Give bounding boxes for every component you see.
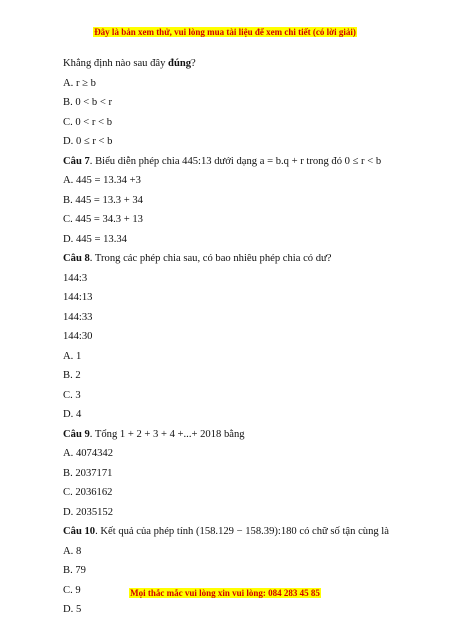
q7-option-b: B. 445 = 13.3 + 34 [63,194,143,206]
q10-label: Câu 10 [63,526,96,537]
q10-option-a: A. 8 [63,545,82,557]
q7-option-c: C. 445 = 34.3 + 13 [63,214,143,225]
q8-item-3: 144:33 [63,311,93,323]
q10-option-c: C. 9 [63,584,81,596]
q6-stem-text: Khẳng định nào sau đây [63,58,169,69]
q8-option-c: C. 3 [63,389,81,401]
preview-banner [0,26,450,38]
q9-label: Câu 9 [63,428,90,440]
q9-stem [63,429,403,441]
q6-stem-bold: đúng [168,58,192,69]
q6-stem-end: ? [191,58,196,69]
q10-stem [63,526,403,538]
q8-option-b: B. 2 [63,370,81,381]
q7-option-a: A. 445 = 13.34 +3 [63,175,141,186]
q6-stem [63,58,403,70]
q6-option-d: D. 0 ≤ r < b [63,136,113,147]
q10-option-d: D. 5 [63,604,82,615]
document-body [63,58,403,624]
q8-stem [63,253,403,265]
q9-option-b: B. 2037171 [63,467,113,479]
q10-text: . Kết quả của phép tính (158.129 − 158.39):180 có chữ số tận cùng là [95,526,389,537]
q7-stem [63,156,403,168]
q9-option-c: C. 2036162 [63,487,113,498]
q8-item-4: 144:30 [63,331,93,342]
preview-banner-text: Đây là bản xem thử, vui lòng mua tài liệu để xem chi tiết (có lời giải) [94,27,356,37]
contact-banner-text: Mọi thắc mắc vui lòng xin vui lòng: 084 283 45 85 [130,588,320,598]
q8-label: Câu 8 [63,253,90,264]
q9-option-a: A. 4074342 [63,448,114,459]
q8-text: . Trong các phép chia sau, có bao nhiêu phép chia có dư? [89,253,332,264]
contact-banner [0,584,450,599]
q6-option-c: C. 0 < r < b [63,116,113,128]
q7-text: . Biểu diễn phép chia 445:13 dưới dạng a = b.q + r trong đó 0 ≤ r < b [89,155,382,167]
q8-option-a: A. 1 [63,350,82,362]
q8-item-1: 144:3 [63,272,88,284]
q9-option-d: D. 2035152 [63,506,114,518]
q10-option-b: B. 79 [63,565,86,576]
q8-option-d: D. 4 [63,409,82,420]
q6-option-b: B. 0 < b < r [63,97,113,108]
q6-option-a: A. r ≥ b [63,77,96,89]
q8-item-2: 144:13 [63,292,93,303]
q9-text: . Tổng 1 + 2 + 3 + 4 +...+ 2018 bằng [89,428,245,440]
q7-label: Câu 7 [63,155,90,167]
q7-option-d: D. 445 = 13.34 [63,233,127,245]
